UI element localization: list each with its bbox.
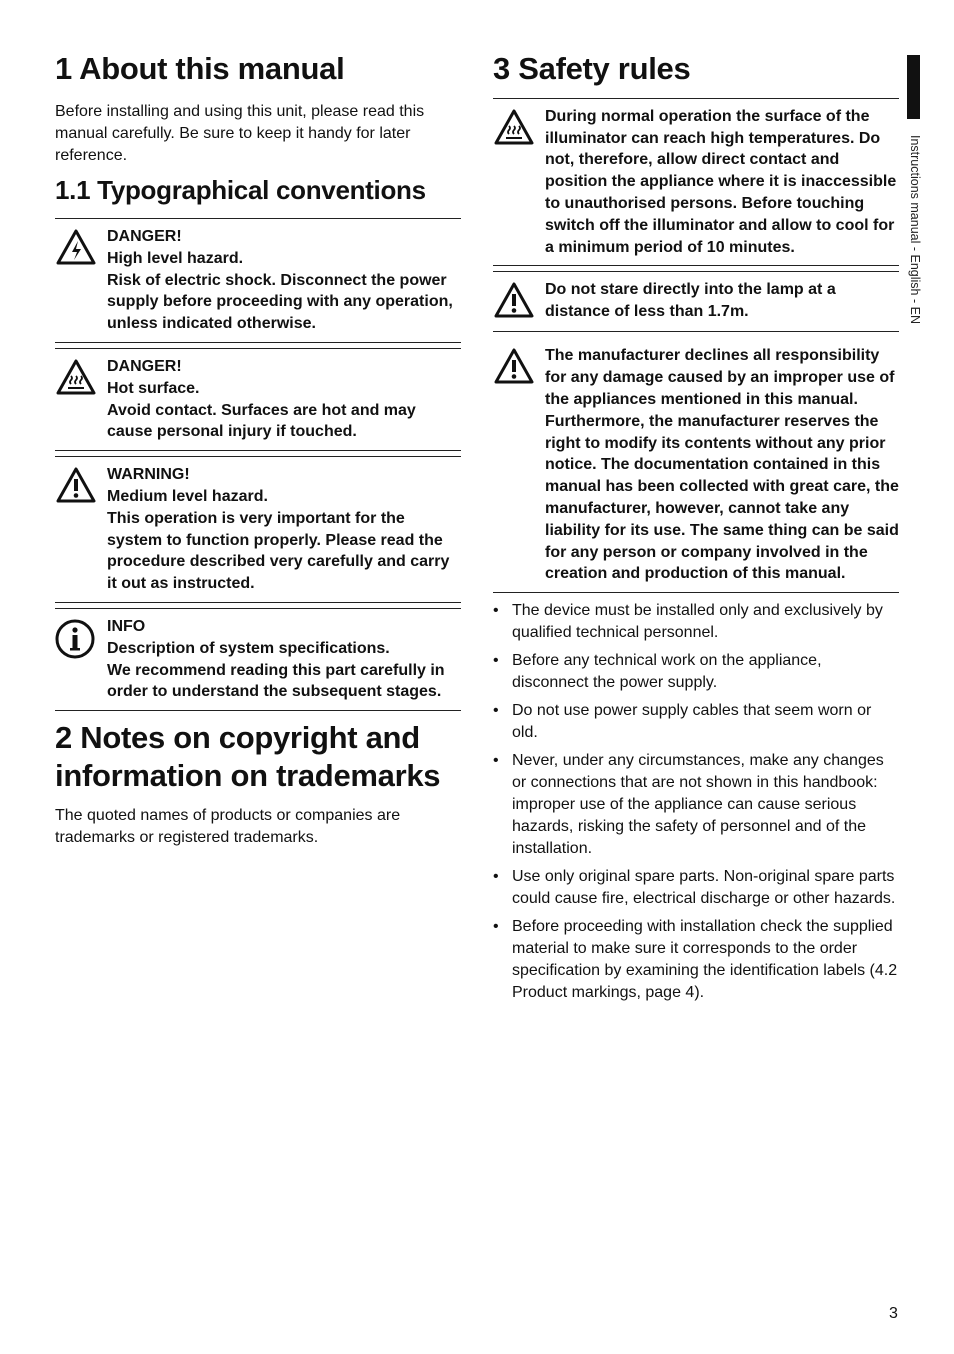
left-column [55, 50, 461, 849]
box-2-label: DANGER! [107, 357, 182, 375]
box-4-level: Description of system specifications. [107, 639, 390, 657]
box-2-level: Hot surface. [107, 379, 200, 397]
section-1-1-title: 1.1 Typographical conventions [55, 174, 426, 205]
warning-icon [55, 464, 107, 595]
danger-hot-surface-box [55, 348, 461, 451]
list-item: • The device must be installed only and exclusively by qualified technical personnel. [493, 600, 899, 644]
safety-hot-surface-box [493, 98, 899, 267]
list-item: • Before any technical work on the appliance, disconnect the power supply. [493, 650, 899, 694]
list-item: • Use only original spare parts. Non-original spare parts could cause fire, electrical discharge or other hazards. [493, 866, 899, 910]
box-1-level: High level hazard. [107, 249, 244, 267]
box-2-text: Avoid contact. Surfaces are hot and may cause personal injury if touched. [107, 401, 416, 441]
section-3-title: 3 Safety rules [493, 51, 691, 86]
box-3-label: WARNING! [107, 466, 190, 484]
box-3-text: This operation is very important for the system to function properly. Please read the procedure described very carefully and carry it out as instructed. [107, 509, 450, 593]
section-1-title: 1 About this manual [55, 51, 345, 86]
safety-box-1-text: During normal operation the surface of the illuminator can reach high temperatures. Do not, therefore, allow direct contact and position the appliance where it is inaccessible to unauthorised persons. Before touching switch off the illuminator and allow to cool for a minimum period of 10 minutes. [545, 107, 897, 256]
right-column [493, 50, 899, 1010]
hot-surface-icon [493, 106, 545, 259]
hot-surface-icon [55, 356, 107, 443]
section-2-body: The quoted names of products or companies are trademarks or registered trademarks. [55, 806, 401, 846]
side-label [905, 135, 925, 365]
page-number: 3 [889, 1305, 898, 1322]
list-item: • Do not use power supply cables that seem worn or old. [493, 700, 899, 744]
safety-lamp-warning-box [493, 271, 899, 332]
side-tab-marker [907, 55, 920, 119]
safety-box-2-text: Do not stare directly into the lamp at a distance of less than 1.7m. [545, 281, 836, 321]
safety-liability-box [493, 332, 899, 593]
section-2-title: 2 Notes on copyright and information on trademarks [55, 720, 441, 793]
warning-box [55, 456, 461, 603]
danger-electric-box [55, 218, 461, 343]
box-1-label: DANGER! [107, 228, 182, 245]
safety-box-3-text: The manufacturer declines all responsibility for any damage caused by an improper use of the appliances mentioned in this manual. Furthermore, the manufacturer reserves the right to modify its contents without any prior notice. The documentation contained in this manual has been collected with great care, the manufacturer, however, cannot take any liability for its use. The same thing can be said for any person or company involved in the creation and production of this manual. [545, 347, 899, 583]
box-4-label: INFO [107, 617, 146, 635]
warning-icon [493, 345, 545, 585]
box-4-text: We recommend reading this part carefully in order to understand the subsequent stages. [107, 661, 445, 701]
box-3-level: Medium level hazard. [107, 487, 268, 505]
warning-icon [493, 279, 545, 324]
safety-bullet-list [493, 600, 899, 1004]
list-item: • Before proceeding with installation check the supplied material to make sure it corresponds to the order specification by examining the identification labels (4.2 Product markings, page 4). [493, 916, 899, 1004]
section-1-intro: Before installing and using this unit, please read this manual carefully. Be sure to keep it handy for later reference. [55, 102, 425, 164]
box-1-text: Risk of electric shock. Disconnect the power supply before proceeding with any operation, unless indicated otherwise. [107, 271, 453, 333]
info-icon [55, 616, 107, 703]
side-label-text: Instructions manual - English - EN [908, 135, 922, 324]
info-box [55, 608, 461, 711]
electric-hazard-icon [55, 226, 107, 335]
list-item: • Never, under any circumstances, make any changes or connections that are not shown in this handbook: improper use of the appliance can cause serious hazards, risking the safety of personnel and of the installation. [493, 750, 899, 860]
